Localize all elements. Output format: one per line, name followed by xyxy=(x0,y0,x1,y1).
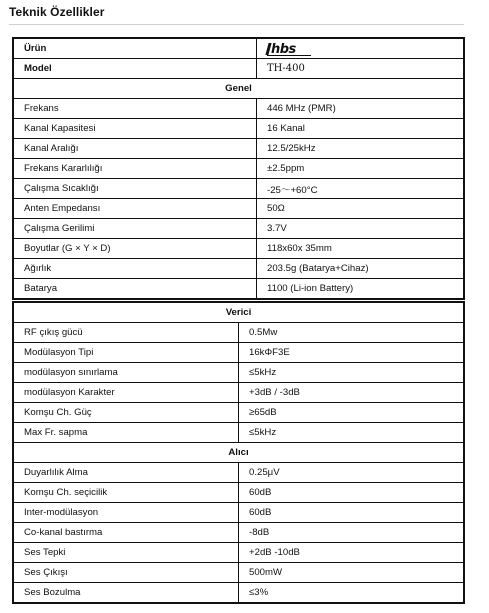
spec-label: Komşu Ch. seçicilik xyxy=(13,483,239,503)
product-label: Ürün xyxy=(13,38,257,59)
spec-row xyxy=(13,423,464,443)
spec-label: Anten Empedansı xyxy=(13,199,257,219)
spec-row xyxy=(13,139,464,159)
transmitter-receiver-spec-table xyxy=(12,301,465,604)
spec-row xyxy=(13,99,464,119)
spec-row xyxy=(13,463,464,483)
section-header-row xyxy=(13,443,464,463)
spec-row xyxy=(13,383,464,403)
spec-row xyxy=(13,483,464,503)
spec-row xyxy=(13,543,464,563)
model-row xyxy=(13,59,464,79)
spec-label: Kanal Kapasitesi xyxy=(13,119,257,139)
spec-value: +2dB -10dB xyxy=(239,543,465,563)
spec-row xyxy=(13,583,464,604)
spec-value: 446 MHz (PMR) xyxy=(257,99,465,119)
section-header-transmitter: Verici xyxy=(13,302,464,323)
spec-label: modülasyon Karakter xyxy=(13,383,239,403)
spec-label: modülasyon sınırlama xyxy=(13,363,239,383)
spec-row xyxy=(13,279,464,300)
spec-value: 60dB xyxy=(239,503,465,523)
spec-label: Duyarlılık Alma xyxy=(13,463,239,483)
spec-label: Ses Bozulma xyxy=(13,583,239,604)
spec-label: Komşu Ch. Güç xyxy=(13,403,239,423)
spec-value: ≤5kHz xyxy=(239,363,465,383)
section-header-row xyxy=(13,302,464,323)
spec-row xyxy=(13,199,464,219)
spec-row xyxy=(13,259,464,279)
spec-value: 50Ω xyxy=(257,199,465,219)
spec-row xyxy=(13,179,464,199)
spec-label: Ses Tepki xyxy=(13,543,239,563)
spec-row xyxy=(13,343,464,363)
spec-row xyxy=(13,403,464,423)
section-header-row xyxy=(13,79,464,99)
spec-value: 3.7V xyxy=(257,219,465,239)
spec-value: 16 Kanal xyxy=(257,119,465,139)
spec-label: Modülasyon Tipi xyxy=(13,343,239,363)
spec-value: 16kΦF3E xyxy=(239,343,465,363)
spec-label: Ağırlık xyxy=(13,259,257,279)
spec-row xyxy=(13,219,464,239)
spec-label: Frekans xyxy=(13,99,257,119)
spec-label: Çalışma Sıcaklığı xyxy=(13,179,257,199)
spec-row xyxy=(13,323,464,343)
section-header-general: Genel xyxy=(13,79,464,99)
model-label: Model xyxy=(13,59,257,79)
product-brand-cell xyxy=(257,38,465,59)
spec-value: ±2.5ppm xyxy=(257,159,465,179)
spec-value: 500mW xyxy=(239,563,465,583)
spec-value: 12.5/25kHz xyxy=(257,139,465,159)
spec-label: Boyutlar (G × Y × D) xyxy=(13,239,257,259)
spec-value: -8dB xyxy=(239,523,465,543)
model-value: TH-400 xyxy=(257,59,465,79)
spec-label: Inter-modülasyon xyxy=(13,503,239,523)
spec-label: Frekans Kararlılığı xyxy=(13,159,257,179)
page-title: Teknik Özellikler xyxy=(9,5,105,19)
spec-value: ≥65dB xyxy=(239,403,465,423)
spec-label: Ses Çıkışı xyxy=(13,563,239,583)
spec-value: 0.5Mw xyxy=(239,323,465,343)
spec-value: ≤3% xyxy=(239,583,465,604)
spec-row xyxy=(13,523,464,543)
spec-row xyxy=(13,363,464,383)
spec-row xyxy=(13,503,464,523)
spec-label: RF çıkış gücü xyxy=(13,323,239,343)
spec-value: ≤5kHz xyxy=(239,423,465,443)
spec-value: -25～+60°C xyxy=(257,179,465,199)
spec-row xyxy=(13,239,464,259)
spec-row xyxy=(13,563,464,583)
brand-logo: hbs xyxy=(267,42,296,57)
spec-label: Çalışma Gerilimi xyxy=(13,219,257,239)
spec-label: Max Fr. sapma xyxy=(13,423,239,443)
spec-value: +3dB / -3dB xyxy=(239,383,465,403)
section-header-receiver: Alıcı xyxy=(13,443,464,463)
spec-label: Co-kanal bastırma xyxy=(13,523,239,543)
spec-label: Kanal Aralığı xyxy=(13,139,257,159)
spec-row xyxy=(13,159,464,179)
spec-value: 1100 (Li-ion Battery) xyxy=(257,279,465,300)
spec-value: 203.5g (Batarya+Cihaz) xyxy=(257,259,465,279)
title-divider xyxy=(9,24,464,25)
spec-value: 118x60x 35mm xyxy=(257,239,465,259)
spec-label: Batarya xyxy=(13,279,257,300)
general-spec-table xyxy=(12,37,465,300)
product-row xyxy=(13,38,464,59)
spec-row xyxy=(13,119,464,139)
spec-value: 60dB xyxy=(239,483,465,503)
spec-value: 0.25μV xyxy=(239,463,465,483)
